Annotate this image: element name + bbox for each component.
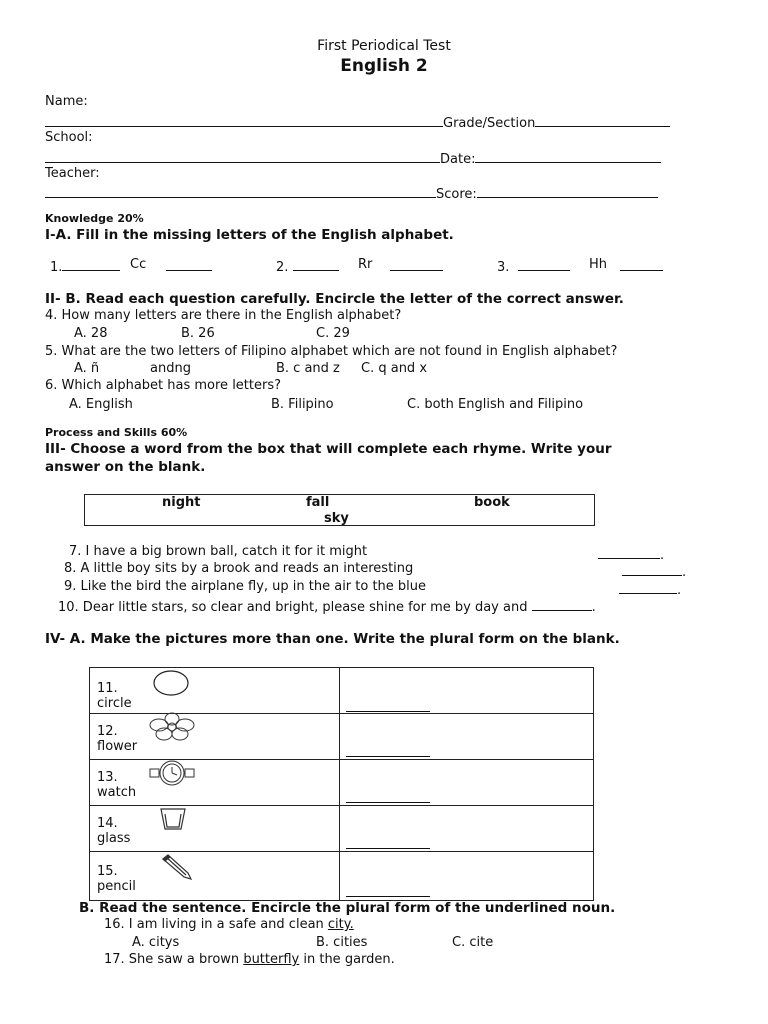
knowledge-label: Knowledge 20% xyxy=(45,212,144,225)
part2-title: II- B. Read each question carefully. Encircle the letter of the correct answer. xyxy=(45,291,624,307)
item-1-blank-after[interactable] xyxy=(166,257,212,271)
item-1: 1. xyxy=(50,257,120,275)
flower-icon xyxy=(144,712,200,742)
q5-option-a-cont: andng xyxy=(150,361,191,376)
teacher-blank[interactable] xyxy=(45,183,436,198)
part3-title-line2: answer on the blank. xyxy=(45,459,206,475)
table-row xyxy=(90,760,594,806)
answer-cell[interactable] xyxy=(340,852,594,901)
table-row xyxy=(90,852,594,901)
plural-table xyxy=(89,667,594,901)
q17-underlined-noun: butterfly xyxy=(243,952,300,967)
watch-icon xyxy=(148,758,196,788)
word-book: book xyxy=(474,495,510,510)
answer-cell[interactable] xyxy=(340,668,594,714)
test-title: First Periodical Test xyxy=(317,38,451,54)
grade-label: Grade/Section xyxy=(443,116,536,131)
part3-title-line1: III- Choose a word from the box that will complete each rhyme. Write your xyxy=(45,441,612,457)
q5-option-c[interactable]: C. q and x xyxy=(361,361,428,376)
item-2-letter: Rr xyxy=(358,257,373,272)
q6-option-c[interactable]: C. both English and Filipino xyxy=(407,397,584,412)
q16-underlined-noun: city. xyxy=(327,917,354,932)
item-2: 2. xyxy=(276,257,339,275)
answer-cell[interactable] xyxy=(340,714,594,760)
rhyme-9-blank[interactable] xyxy=(619,579,677,594)
row-word: pencil xyxy=(97,879,136,894)
circle-icon xyxy=(152,669,192,697)
q6-option-b[interactable]: B. Filipino xyxy=(271,397,334,412)
answer-line[interactable] xyxy=(346,896,430,897)
q4-option-b[interactable]: B. 26 xyxy=(181,326,215,341)
item-3: 3. xyxy=(497,257,570,275)
q5-option-a[interactable]: A. ñ xyxy=(74,361,100,376)
score-blank[interactable] xyxy=(477,183,658,198)
word-sky: sky xyxy=(324,511,349,526)
word-night: night xyxy=(162,495,201,510)
item-3-blank-after[interactable] xyxy=(620,257,663,271)
row-word: glass xyxy=(97,831,131,846)
row-word: flower xyxy=(97,739,138,754)
picture-cell: 15. pencil xyxy=(90,852,340,901)
name-label: Name: xyxy=(45,94,88,109)
item-2-blank[interactable] xyxy=(293,257,339,271)
part4b-title: B. Read the sentence. Encircle the plural form of the underlined noun. xyxy=(79,900,616,916)
question-4: 4. How many letters are there in the English alphabet? xyxy=(45,308,402,323)
table-row xyxy=(90,806,594,852)
picture-cell: 13. watch xyxy=(90,760,340,806)
part4-title: IV- A. Make the pictures more than one. Write the plural form on the blank. xyxy=(45,631,620,647)
school-blank[interactable] xyxy=(45,148,440,163)
table-row xyxy=(90,714,594,760)
part1-title: I-A. Fill in the missing letters of the English alphabet. xyxy=(45,227,454,243)
q6-option-a[interactable]: A. English xyxy=(69,397,133,412)
word-fall: fall xyxy=(306,495,330,510)
rhyme-8: 8. A little boy sits by a brook and reads an interesting xyxy=(64,561,414,576)
rhyme-9: 9. Like the bird the airplane fly, up in the air to the blue xyxy=(64,579,427,594)
answer-line[interactable] xyxy=(346,756,430,757)
picture-cell: 11. circle xyxy=(90,668,340,714)
school-date-row xyxy=(45,148,661,167)
question-17: 17. She saw a brown butterfly in the garden. xyxy=(104,952,395,967)
rhyme-7-blank[interactable] xyxy=(598,544,660,559)
teacher-label: Teacher: xyxy=(45,166,100,181)
picture-cell: 14. glass xyxy=(90,806,340,852)
item-1-letter: Cc xyxy=(130,257,147,272)
score-label: Score: xyxy=(436,187,477,202)
picture-cell: 12. flower xyxy=(90,714,340,760)
table-row xyxy=(90,668,594,714)
process-label: Process and Skills 60% xyxy=(45,426,188,439)
row-word: circle xyxy=(97,696,132,711)
q16-option-a[interactable]: A. citys xyxy=(132,935,180,950)
answer-line[interactable] xyxy=(346,711,430,712)
question-16: 16. I am living in a safe and clean city. xyxy=(104,917,354,932)
q4-option-c[interactable]: C. 29 xyxy=(316,326,350,341)
item-3-blank[interactable] xyxy=(518,257,570,271)
date-label: Date: xyxy=(440,152,476,167)
row-word: watch xyxy=(97,785,137,800)
q16-option-b[interactable]: B. cities xyxy=(316,935,368,950)
answer-cell[interactable] xyxy=(340,760,594,806)
name-grade-row xyxy=(45,112,670,131)
date-blank[interactable] xyxy=(475,148,661,163)
name-blank[interactable] xyxy=(45,112,443,127)
answer-cell[interactable] xyxy=(340,806,594,852)
school-label: School: xyxy=(45,130,93,145)
item-3-letter: Hh xyxy=(589,257,608,272)
teacher-score-row xyxy=(45,183,658,202)
item-1-blank[interactable] xyxy=(62,257,120,271)
question-6: 6. Which alphabet has more letters? xyxy=(45,378,282,393)
subject-title: English 2 xyxy=(340,56,428,76)
answer-line[interactable] xyxy=(346,848,430,849)
glass-icon xyxy=(156,806,190,832)
answer-line[interactable] xyxy=(346,802,430,803)
q16-option-c[interactable]: C. cite xyxy=(452,935,494,950)
item-2-blank-after[interactable] xyxy=(390,257,443,271)
rhyme-7: 7. I have a big brown ball, catch it for it might xyxy=(69,544,368,559)
q4-option-a[interactable]: A. 28 xyxy=(74,326,108,341)
rhyme-8-blank[interactable] xyxy=(622,561,682,576)
pencil-icon xyxy=(160,854,194,880)
q5-option-b[interactable]: B. c and z xyxy=(276,361,340,376)
question-5: 5. What are the two letters of Filipino alphabet which are not found in English alphabet? xyxy=(45,344,618,359)
rhyme-10: 10. Dear little stars, so clear and bright, please shine for me by day and . xyxy=(58,596,596,615)
rhyme-10-blank[interactable] xyxy=(532,596,592,611)
grade-blank[interactable] xyxy=(535,112,670,127)
